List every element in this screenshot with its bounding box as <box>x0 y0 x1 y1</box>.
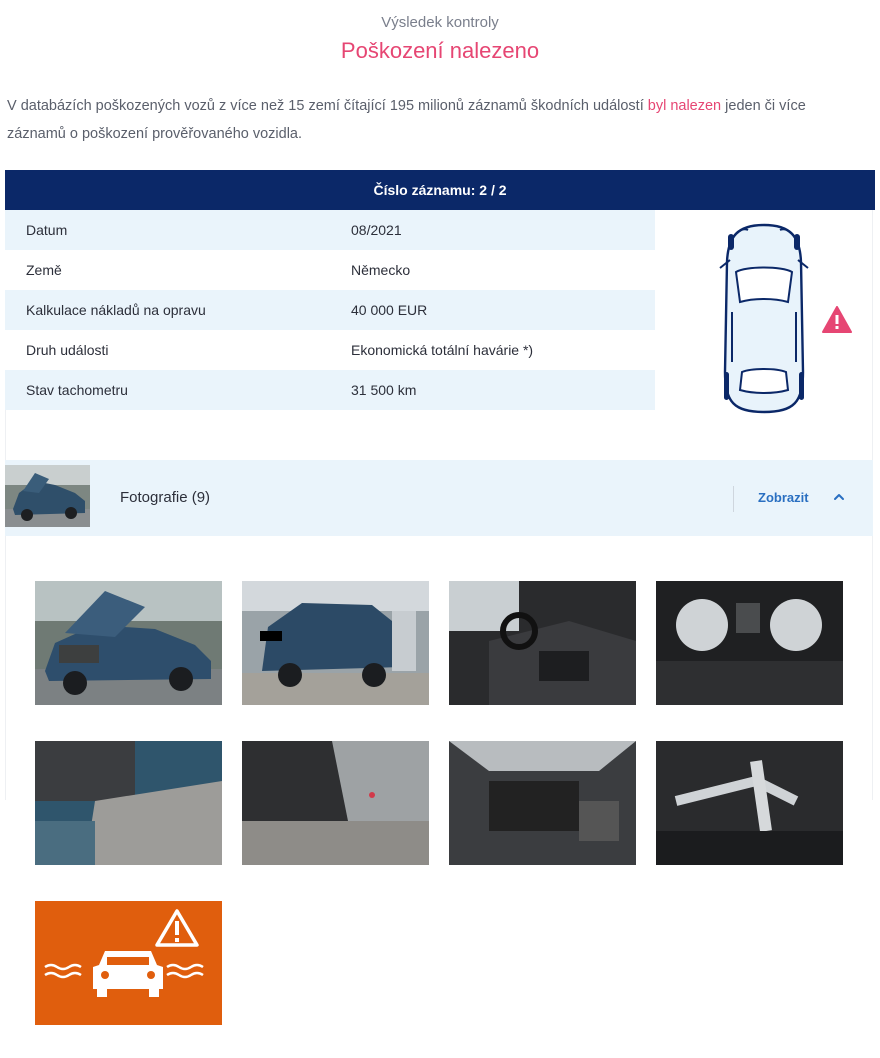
record-details-table <box>5 210 655 410</box>
detail-row-repair-cost <box>5 290 655 330</box>
detail-value: Německo <box>351 262 411 278</box>
damage-photo[interactable] <box>242 581 429 705</box>
detail-label: Země <box>26 262 62 278</box>
detail-value: 31 500 km <box>351 382 417 398</box>
flood-car-icon[interactable] <box>35 901 222 1025</box>
detail-row-date <box>5 210 655 250</box>
detail-label: Druh události <box>26 342 109 358</box>
photos-section-label: Fotografie (9) <box>120 489 211 506</box>
detail-value: 08/2021 <box>351 222 402 238</box>
result-title: Poškození nalezeno <box>340 38 540 63</box>
intro-text-after: jeden či více záznamů o poškození prověřovaného vozidla. <box>7 98 806 142</box>
result-subtitle: Výsledek kontroly <box>381 14 499 31</box>
damage-photo[interactable] <box>656 581 843 705</box>
photos-thumbnail[interactable] <box>5 465 90 527</box>
damage-photo[interactable] <box>35 741 222 865</box>
damage-photo[interactable] <box>449 581 636 705</box>
chevron-up-icon[interactable] <box>832 492 846 502</box>
intro-text-before: V databázích poškozených vozů z více než 15 zemí čítající 195 milionů záznamů škodních událostí <box>7 98 648 114</box>
photos-toggle-button[interactable]: Zobrazit <box>758 490 809 505</box>
car-top-view-icon <box>716 222 812 416</box>
intro-text <box>7 92 867 148</box>
detail-row-odometer <box>5 370 655 410</box>
intro-highlight: byl nalezen <box>647 98 722 114</box>
detail-label: Kalkulace nákladů na opravu <box>26 302 206 318</box>
damage-photo[interactable] <box>449 741 636 865</box>
damage-photo[interactable] <box>656 741 843 865</box>
detail-label: Datum <box>26 222 68 238</box>
detail-label: Stav tachometru <box>26 382 128 398</box>
divider <box>733 486 734 512</box>
detail-row-country <box>5 250 655 290</box>
detail-value: 40 000 EUR <box>351 302 428 318</box>
record-number-header: Číslo záznamu: 2 / 2 <box>5 170 875 210</box>
detail-value: Ekonomická totální havárie *) <box>351 342 534 358</box>
damage-photo[interactable] <box>242 741 429 865</box>
detail-row-event-type <box>5 330 655 370</box>
damage-photo[interactable] <box>35 581 222 705</box>
warning-triangle-icon <box>822 306 852 334</box>
